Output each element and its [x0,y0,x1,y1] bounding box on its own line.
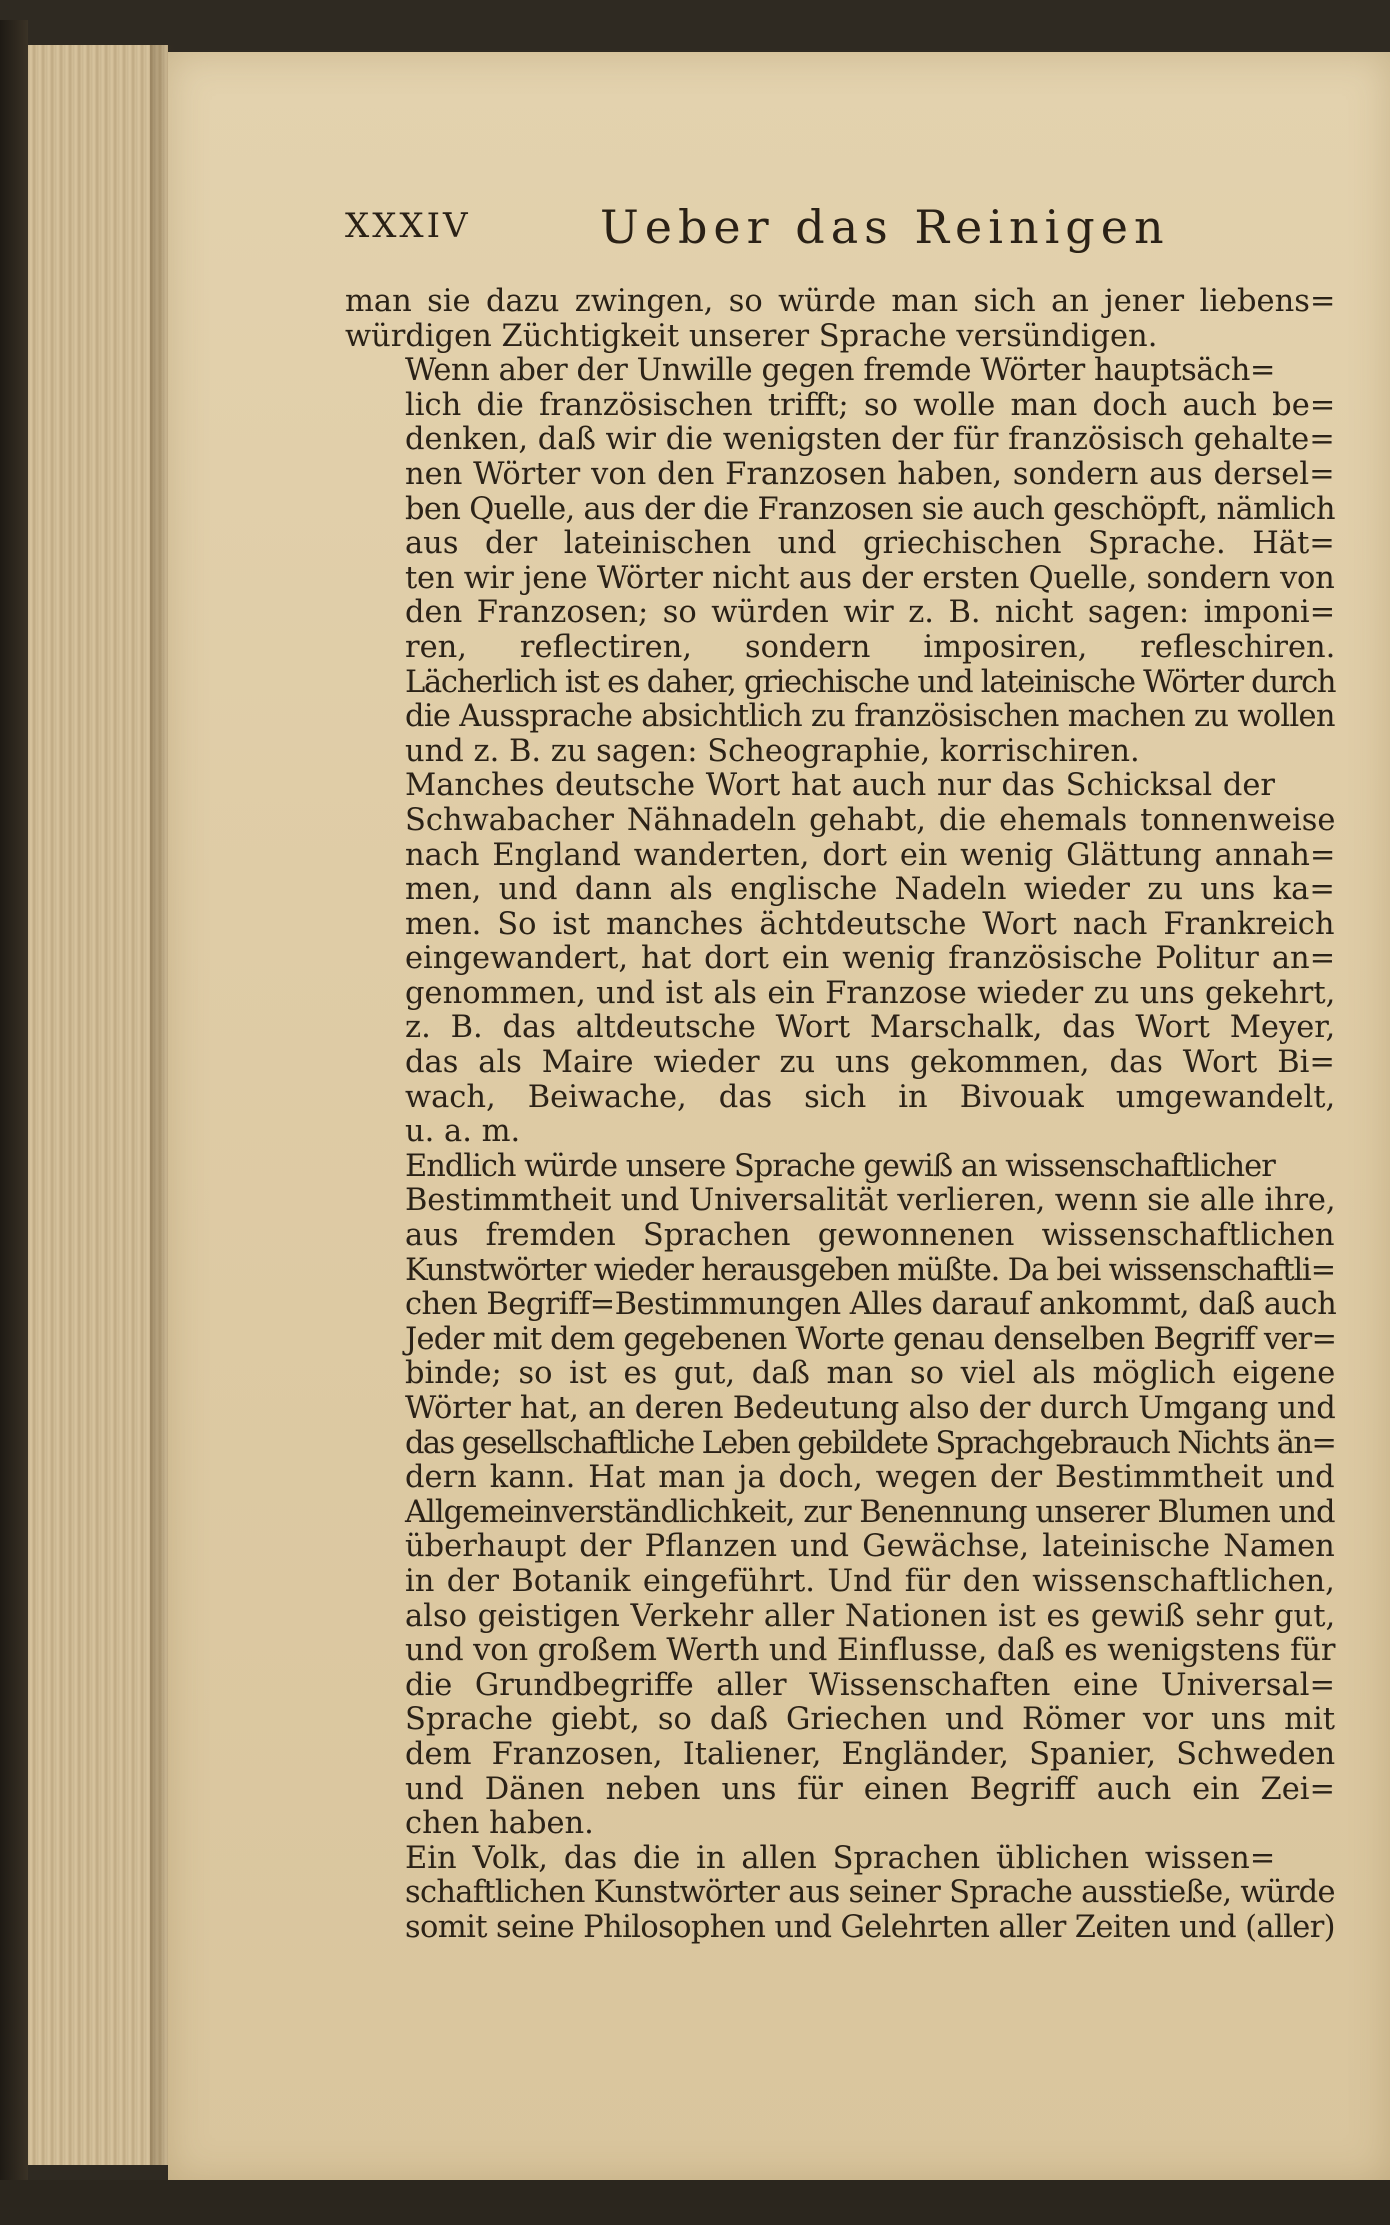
paragraph [345,285,1335,354]
text-line: aus fremden Sprachen gewonnenen wissenschaftlichen [405,1218,1335,1254]
text-line: Kunstwörter wieder herausgeben müßte. Da bei wissenschaftli= [405,1252,1335,1288]
page-number: XXXIV [345,206,471,246]
text-line: schaftlichen Kunstwörter aus seiner Sprache ausstieße, würde [405,1875,1335,1911]
text-line: Lächerlich ist es daher, griechische und lateinische Wörter durch [405,664,1336,700]
paragraph [345,354,1335,769]
body-text [345,285,1335,1946]
text-line: somit seine Philosophen und Gelehrten aller Zeiten und (aller) [405,1909,1335,1945]
bottom-binding-edge [0,2180,1390,2225]
page-header [345,200,1345,260]
text-line: nach England wanderten, dort ein wenig Glättung annah= [405,837,1336,873]
text-line: men, und dann als englische Nadeln wieder zu uns ka= [405,872,1335,908]
text-line: wach, Beiwache, das sich in Bivouak umgewandelt, [405,1079,1336,1115]
text-line: dern kann. Hat man ja doch, wegen der Bestimmtheit und [405,1460,1335,1496]
text-line: in der Botanik eingeführt. Und für den wissenschaftlichen, [405,1563,1335,1599]
text-line: und von großem Werth und Einflusse, daß es wenigstens für [405,1633,1336,1669]
text-line: denken, daß wir die wenigsten der für französisch gehalte= [405,422,1335,458]
paragraph [345,769,1335,1150]
text-line: Ein Volk, das die in allen Sprachen üblichen wissen= [405,1840,1276,1876]
text-line: ren, reflectiren, sondern imposiren, refleschiren. [405,629,1336,665]
text-line: eingewandert, hat dort ein wenig französische Politur an= [405,941,1336,977]
text-line: lich die französischen trifft; so wolle man doch auch be= [405,387,1336,423]
text-line: das als Maire wieder zu uns gekommen, das Wort Bi= [405,1045,1335,1081]
text-line: u. a. m. [405,1114,521,1150]
text-line: die Grundbegriffe aller Wissenschaften eine Universal= [405,1667,1336,1703]
text-line: Endlich würde unsere Sprache gewiß an wissenschaftlicher [405,1148,1275,1184]
text-line: nen Wörter von den Franzosen haben, sondern aus dersel= [405,456,1335,492]
text-line: und z. B. zu sagen: Scheographie, korrischiren. [405,733,1140,769]
text-line: also geistigen Verkehr aller Nationen ist es gewiß sehr gut, [405,1598,1336,1634]
text-line: chen haben. [405,1806,594,1842]
text-line: ben Quelle, aus der die Franzosen sie auch geschöpft, nämlich [405,491,1335,527]
text-line: die Aussprache absichtlich zu französischen machen zu wollen [405,699,1335,735]
text-line: Manches deutsche Wort hat auch nur das Schicksal der [405,768,1275,804]
text-line: Sprache giebt, so daß Griechen und Römer vor uns mit [405,1702,1336,1738]
running-title: Ueber das Reinigen [600,200,1170,254]
text-line: und Dänen neben uns für einen Begriff auch ein Zei= [405,1771,1336,1807]
text-line: Wenn aber der Unwille gegen fremde Wörter hauptsäch= [405,353,1276,389]
text-line: z. B. das altdeutsche Wort Marschalk, das Wort Meyer, [405,1010,1336,1046]
text-line: Wörter hat, an deren Bedeutung also der durch Umgang und [405,1391,1336,1426]
text-line: men. So ist manches ächtdeutsche Wort nach Frankreich [405,906,1335,942]
text-line: genommen, und ist als ein Franzose wieder zu uns gekehrt, [405,975,1336,1011]
text-line: aus der lateinischen und griechischen Sprache. Hät= [405,526,1335,562]
text-line: Bestimmtheit und Universalität verlieren, wenn sie alle ihre, [405,1183,1336,1219]
paragraph [345,1842,1335,1946]
text-line: Schwabacher Nähnadeln gehabt, die ehemals tonnenweise [405,802,1336,838]
text-line: chen Begriff=Bestimmungen Alles darauf ankommt, daß auch [405,1287,1337,1323]
text-line: den Franzosen; so würden wir z. B. nicht sagen: imponi= [405,595,1336,631]
text-line: dem Franzosen, Italiener, Engländer, Spanier, Schweden [405,1736,1336,1772]
text-line: Jeder mit dem gegebenen Worte genau denselben Begriff ver= [405,1321,1337,1357]
text-line: überhaupt der Pflanzen und Gewächse, lateinische Namen [405,1529,1335,1565]
text-line: binde; so ist es gut, daß man so viel als möglich eigene [405,1356,1336,1392]
text-line: Allgemeinverständlichkeit, zur Benennung unserer Blumen und [405,1494,1335,1530]
page-edges [28,45,168,2165]
text-line: das gesellschaftliche Leben gebildete Sprachgebrauch Nichts än= [405,1425,1336,1461]
text-line: würdigen Züchtigkeit unserer Sprache versündigen. [345,318,1158,354]
text-line: ten wir jene Wörter nicht aus der ersten Quelle, sondern von [405,560,1335,596]
text-line: man sie dazu zwingen, so würde man sich an jener liebens= [345,284,1336,319]
book-spine-edge [0,20,28,2205]
paragraph [345,1150,1335,1842]
